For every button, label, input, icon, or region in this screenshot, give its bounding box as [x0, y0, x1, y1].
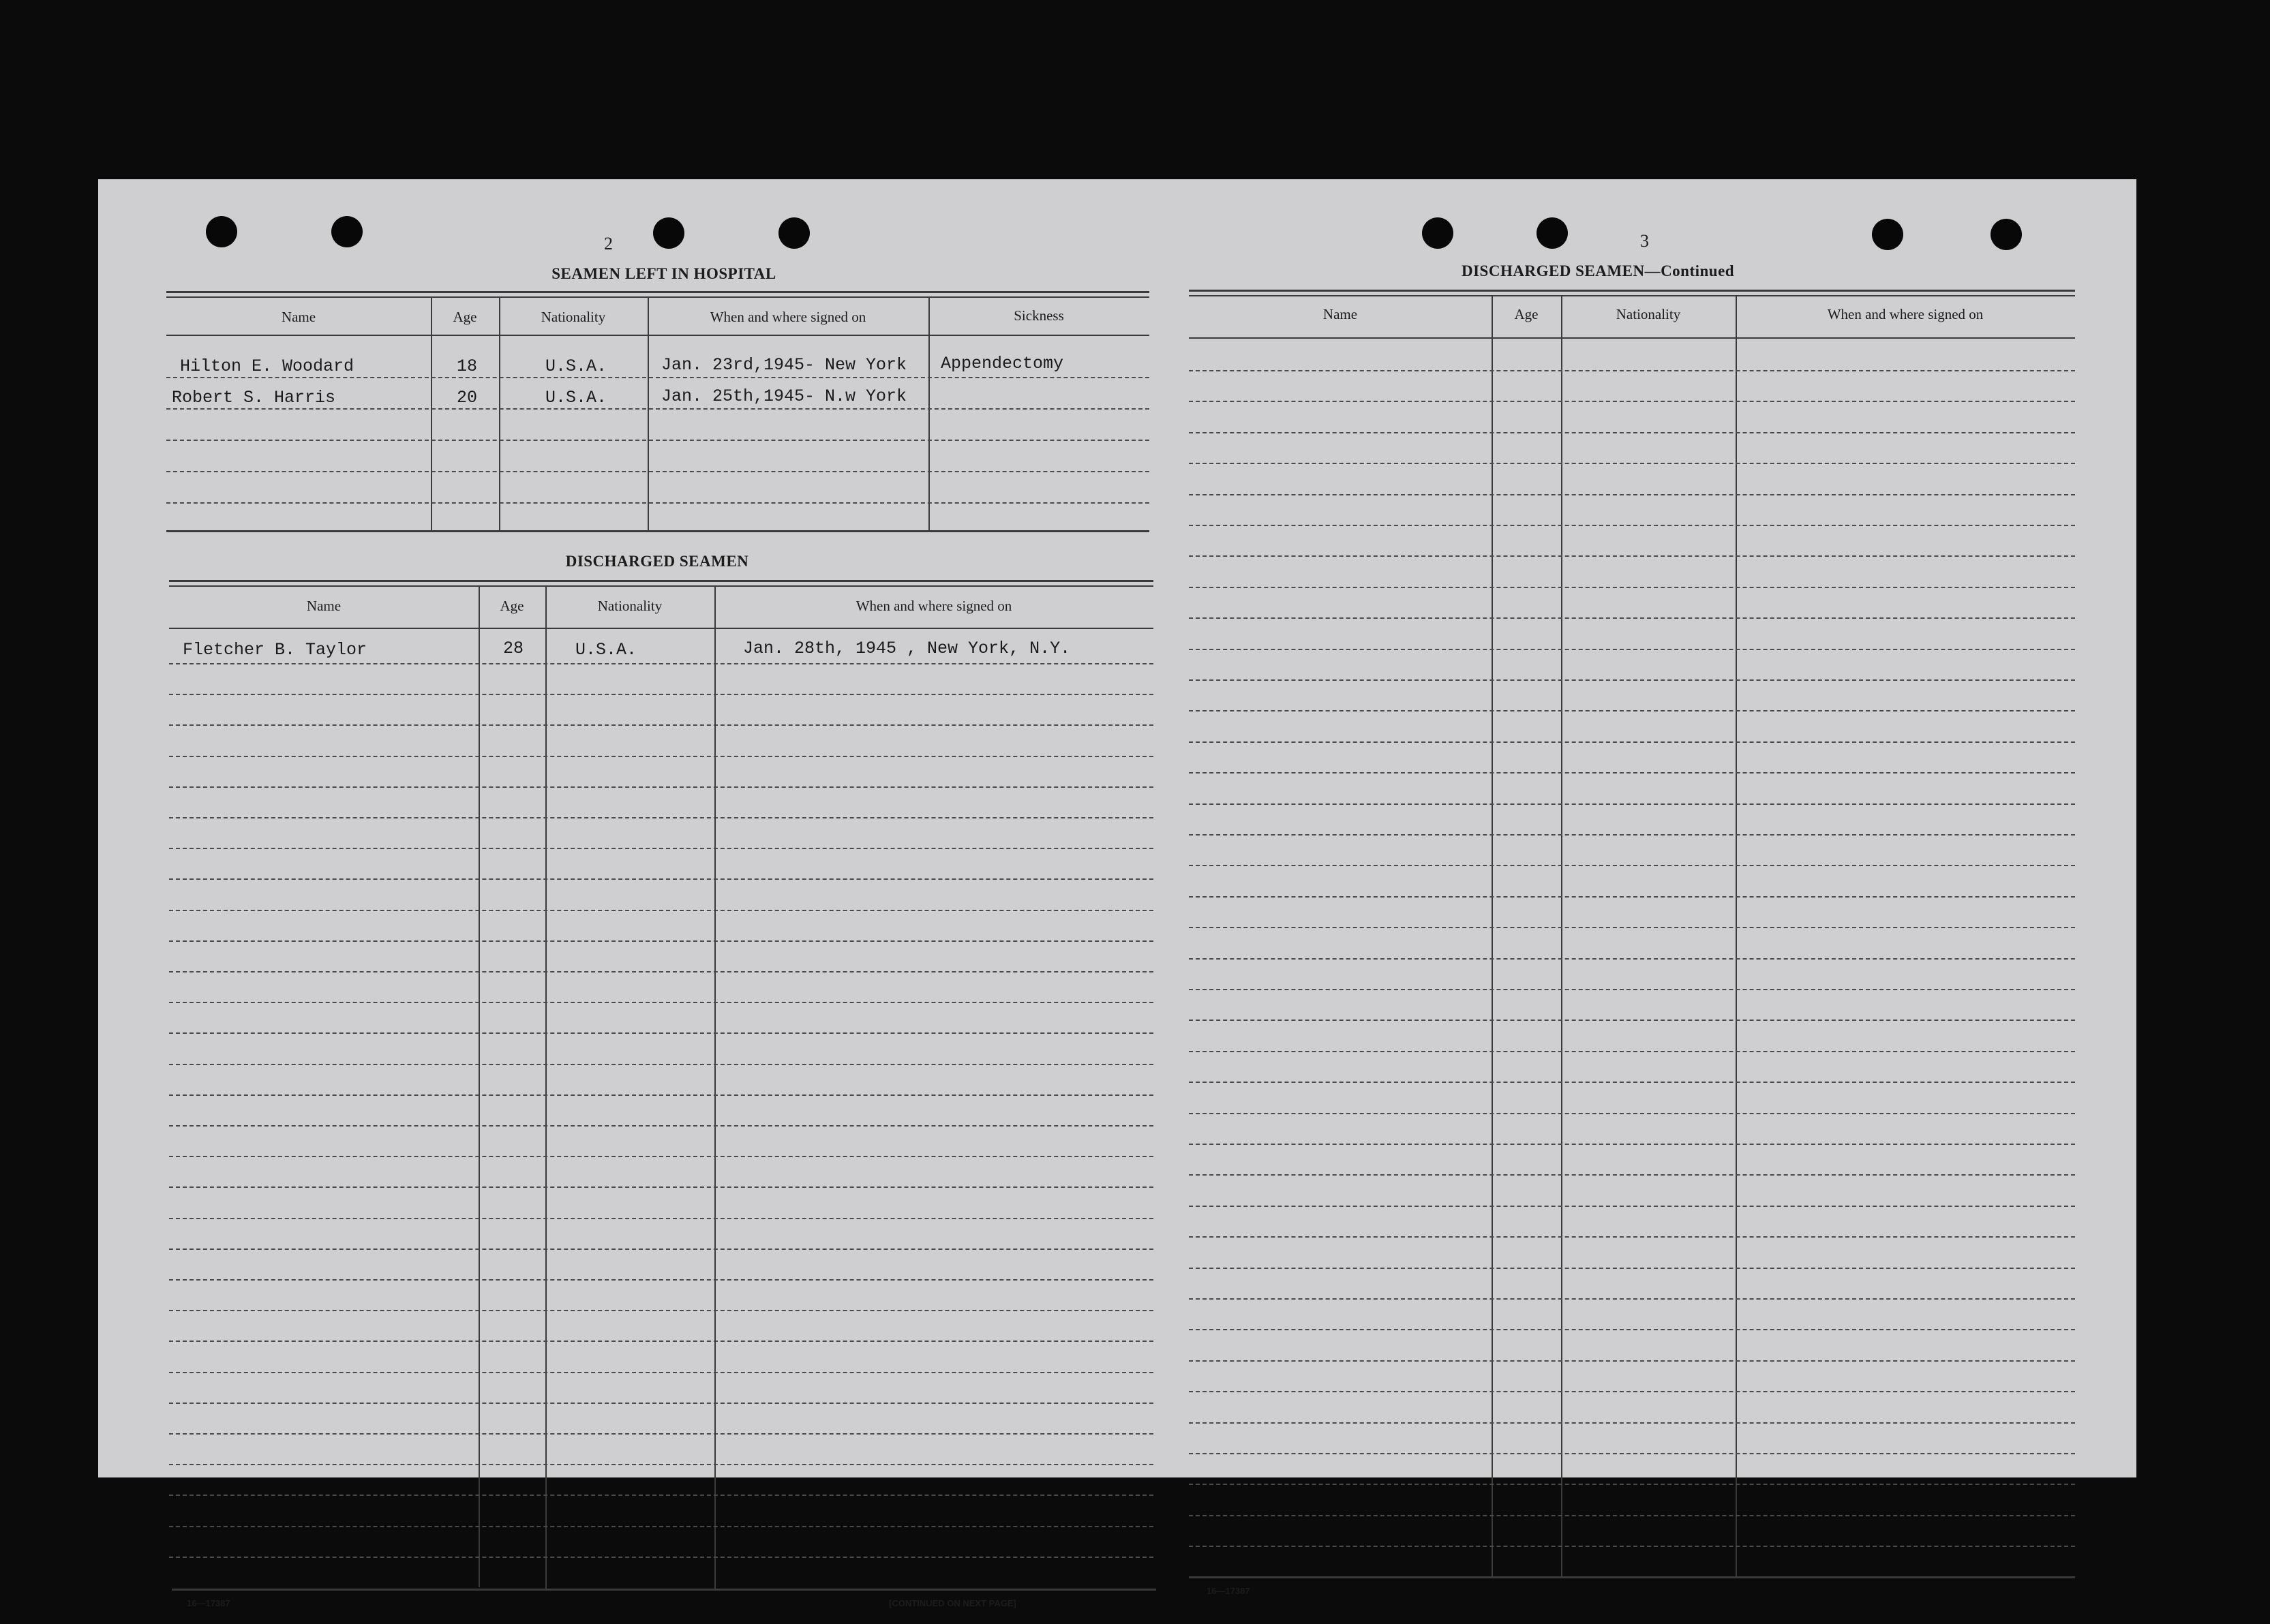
ruled-line: [1189, 401, 2075, 402]
ruled-line: [169, 1433, 1153, 1435]
ruled-line: [1189, 1236, 2075, 1238]
col-header-signed: When and where signed on: [710, 309, 866, 325]
document-sheet: [98, 179, 2136, 1608]
punch-hole: [1537, 217, 1568, 249]
discharged-row-nationality: U.S.A.: [575, 640, 637, 660]
col-header-nationality: Nationality: [541, 309, 606, 325]
continued-note: [CONTINUED ON NEXT PAGE]: [889, 1598, 1016, 1608]
ruled-line: [1189, 494, 2075, 495]
form-number: 16—17387: [1207, 1586, 1250, 1596]
section-title-hospital: SEAMEN LEFT IN HOSPITAL: [551, 265, 776, 282]
ruled-line: [1189, 834, 2075, 836]
col-header-signed: When and where signed on: [1827, 306, 1984, 322]
col-header-name: Name: [306, 598, 342, 614]
ruled-line: [1189, 1329, 2075, 1330]
ruled-line: [169, 1218, 1153, 1219]
ruled-line: [169, 1557, 1153, 1558]
ruled-line: [1189, 1020, 2075, 1021]
ruled-line: [1189, 525, 2075, 526]
ruled-line: [1189, 803, 2075, 805]
hospital-row-age: 18: [457, 356, 478, 376]
ruled-line: [169, 1372, 1153, 1373]
form-number: 16—17387: [187, 1598, 230, 1608]
ruled-line: [169, 1186, 1153, 1188]
ruled-line: [1189, 1144, 2075, 1145]
discharged-row-signed: Jan. 28th, 1945 , New York, N.Y.: [743, 639, 1071, 658]
ruled-line: [1189, 587, 2075, 588]
ruled-line: [1189, 649, 2075, 650]
ruled-line: [169, 1495, 1153, 1496]
punch-hole: [653, 217, 684, 249]
ruled-line: [169, 1310, 1153, 1311]
ruled-line: [1189, 896, 2075, 898]
ruled-line: [169, 1125, 1153, 1127]
col-header-name: Name: [281, 309, 316, 325]
section-title-discharged-continued: DISCHARGED SEAMEN—Continued: [1462, 262, 1735, 279]
col-header-age: Age: [1514, 306, 1539, 322]
ruled-line: [169, 1403, 1153, 1404]
ruled-line: [169, 848, 1153, 849]
ruled-line: [1189, 1113, 2075, 1114]
hospital-row-name: Hilton E. Woodard: [180, 356, 354, 376]
ruled-line: [169, 910, 1153, 911]
hospital-row-nationality: U.S.A.: [545, 356, 607, 376]
section-title-discharged: DISCHARGED SEAMEN: [565, 553, 749, 570]
ruled-line: [169, 1156, 1153, 1157]
ruled-line: [1189, 710, 2075, 711]
ruled-line: [169, 940, 1153, 942]
ruled-line: [1189, 432, 2075, 433]
punch-hole: [1422, 217, 1453, 249]
ruled-line: [1189, 1515, 2075, 1516]
ruled-line: [1189, 1422, 2075, 1424]
ruled-line: [169, 786, 1153, 788]
ruled-line: [1189, 927, 2075, 928]
ruled-line: [1189, 463, 2075, 464]
ruled-line: [1189, 679, 2075, 681]
hospital-row-name: Robert S. Harris: [172, 388, 336, 408]
col-header-nationality: Nationality: [597, 598, 663, 614]
ruled-line: [1189, 1082, 2075, 1083]
page-number: 3: [1640, 231, 1649, 251]
ruled-line: [169, 1094, 1153, 1096]
ruled-line: [1189, 1453, 2075, 1454]
page-number: 2: [604, 234, 613, 254]
ruled-line: [169, 878, 1153, 880]
ruled-line: [1189, 1484, 2075, 1485]
ruled-line: [169, 1526, 1153, 1527]
col-header-name: Name: [1322, 306, 1358, 322]
ruled-line: [1189, 865, 2075, 866]
ruled-line: [1189, 1546, 2075, 1547]
hospital-row-nationality: U.S.A.: [545, 388, 607, 408]
ruled-line: [169, 694, 1153, 695]
ruled-line: [169, 1279, 1153, 1281]
hospital-row-signed: Jan. 25th,1945- N.w York: [661, 386, 907, 406]
ruled-line: [169, 1064, 1153, 1065]
hospital-row-age: 20: [457, 388, 478, 408]
ruled-line: [169, 817, 1153, 818]
hospital-row-signed: Jan. 23rd,1945- New York: [661, 355, 907, 375]
ruled-line: [1189, 1268, 2075, 1269]
ruled-line: [1189, 772, 2075, 773]
ruled-line: [1189, 617, 2075, 619]
ruled-line: [1189, 1051, 2075, 1052]
ruled-line: [1189, 555, 2075, 557]
ruled-line: [1189, 1360, 2075, 1362]
ruled-line: [1189, 370, 2075, 371]
ruled-line: [169, 663, 1153, 664]
discharged-row-age: 28: [503, 639, 524, 658]
punch-hole: [778, 217, 810, 249]
punch-hole: [1991, 219, 2022, 250]
ruled-line: [1189, 1174, 2075, 1176]
col-header-age: Age: [500, 598, 524, 614]
ruled-line: [1189, 989, 2075, 990]
col-header-sickness: Sickness: [1014, 307, 1064, 324]
punch-hole: [206, 216, 237, 247]
ruled-line: [1189, 1298, 2075, 1300]
ruled-line: [169, 1002, 1153, 1003]
ruled-line: [169, 1464, 1153, 1465]
ruled-line: [169, 756, 1153, 757]
ruled-line: [169, 1032, 1153, 1034]
col-header-signed: When and where signed on: [856, 598, 1012, 614]
ruled-line: [1189, 958, 2075, 960]
ruled-line: [169, 724, 1153, 726]
hospital-row-sickness: Appendectomy: [941, 354, 1064, 373]
col-header-nationality: Nationality: [1616, 306, 1681, 322]
ruled-line: [1189, 741, 2075, 743]
ruled-line: [169, 1340, 1153, 1342]
ruled-line: [169, 971, 1153, 972]
ruled-line: [169, 1248, 1153, 1250]
ruled-line: [1189, 1206, 2075, 1207]
discharged-row-name: Fletcher B. Taylor: [183, 640, 367, 660]
punch-hole: [1872, 219, 1903, 250]
ruled-line: [1189, 1391, 2075, 1392]
col-header-age: Age: [453, 309, 477, 325]
punch-hole: [331, 216, 363, 247]
